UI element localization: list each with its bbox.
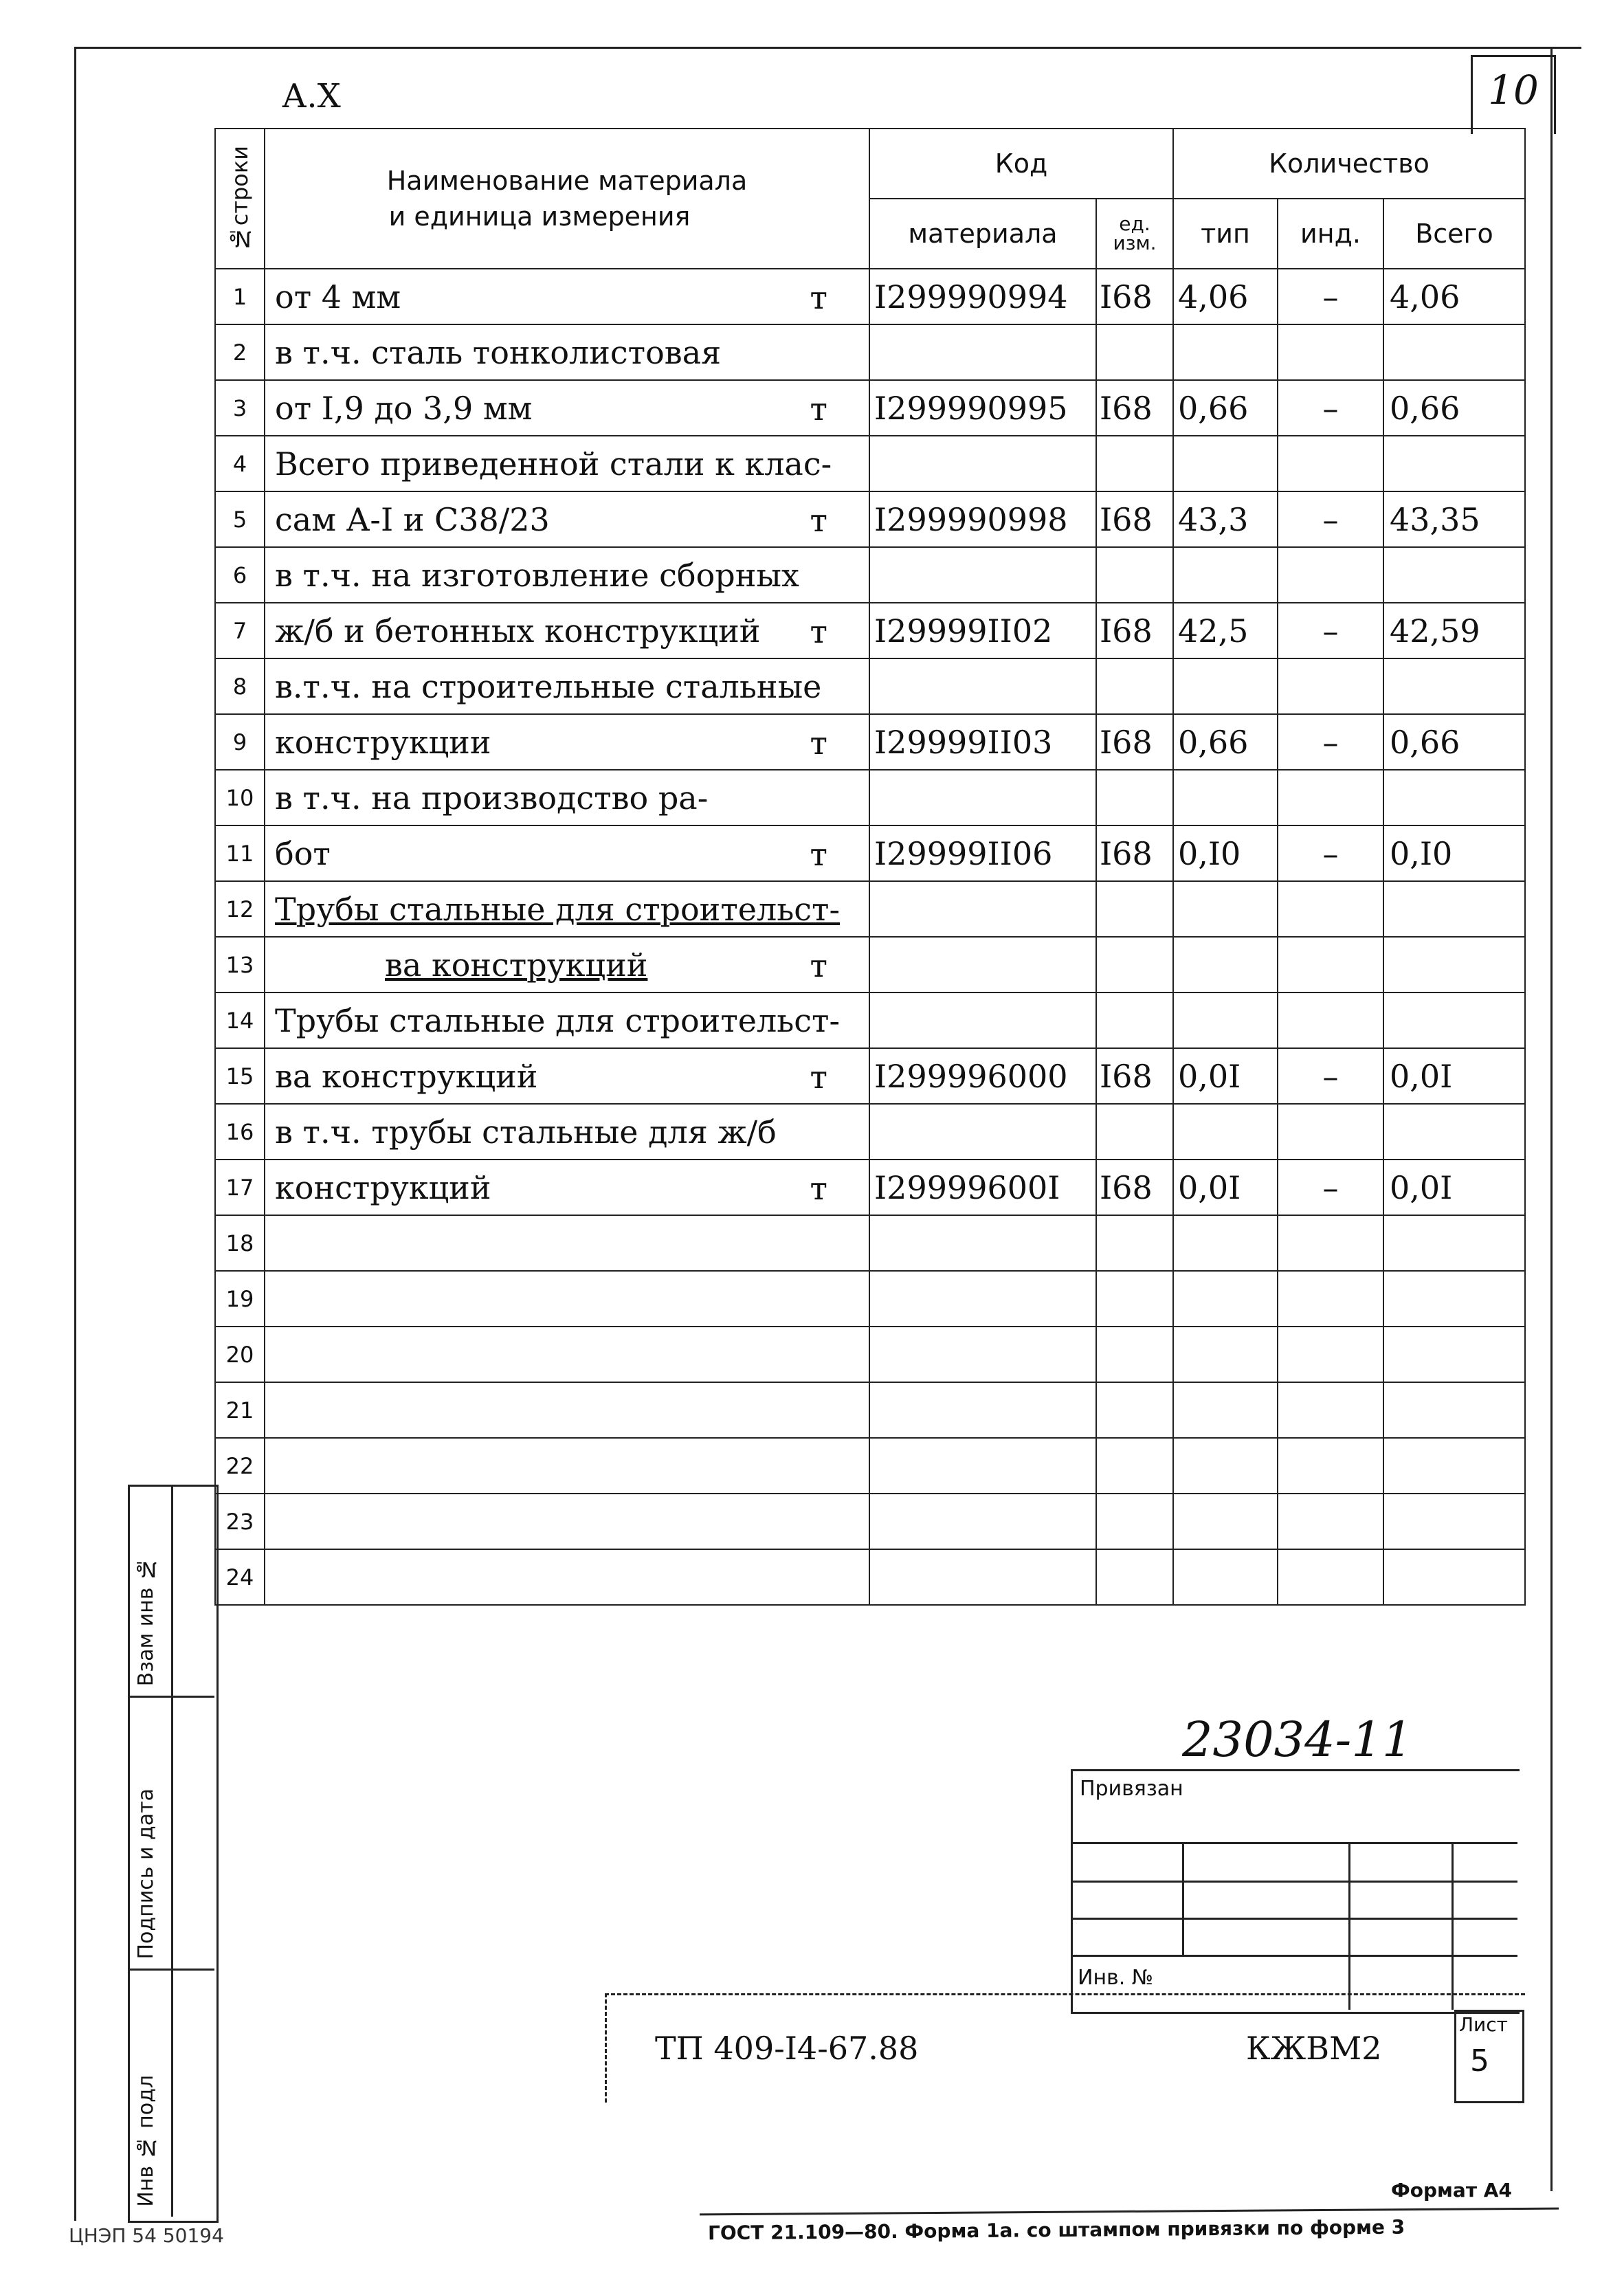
privyazan-label: Привязан [1080, 1777, 1183, 1801]
quantity-tip: 0,I0 [1173, 825, 1278, 881]
material-unit: т [810, 947, 827, 984]
quantity-tip [1173, 1494, 1278, 1549]
table-row [215, 1382, 1525, 1438]
material-name-text: Трубы стальные для строительст- [275, 1001, 841, 1039]
quantity-ind: – [1278, 714, 1383, 770]
material-name [265, 825, 869, 881]
format-label: Формат А4 [1391, 2179, 1512, 2202]
quantity-ind [1278, 1438, 1383, 1494]
material-name [265, 1327, 869, 1382]
quantity-ind [1278, 1104, 1383, 1160]
quantity-ind [1278, 1549, 1383, 1605]
privyazan-line [1071, 1955, 1517, 1957]
unit-code [1096, 1215, 1173, 1271]
quantity-ind [1278, 881, 1383, 937]
quantity-total [1383, 1215, 1525, 1271]
quantity-total [1383, 1104, 1525, 1160]
row-number: 2 [215, 324, 265, 380]
material-name [265, 993, 869, 1048]
material-code: I299990998 [869, 491, 1096, 547]
material-name [265, 269, 869, 324]
quantity-total: 0,0I [1383, 1160, 1525, 1215]
material-name-text: Всего приведенной стали к клас- [275, 445, 832, 483]
quantity-ind [1278, 937, 1383, 993]
material-code [869, 1494, 1096, 1549]
privyazan-line [1071, 1842, 1517, 1844]
quantity-tip [1173, 993, 1278, 1048]
gost-note: ГОСТ 21.109—80. Форма 1а. со штампом привязки по форме 3 [707, 2215, 1405, 2245]
quantity-tip: 4,06 [1173, 269, 1278, 324]
material-name [265, 547, 869, 603]
unit-code [1096, 1104, 1173, 1160]
quantity-tip [1173, 1438, 1278, 1494]
side-label-inv: Инв № подл [134, 2075, 158, 2207]
privyazan-line [1071, 1881, 1517, 1883]
table-row [215, 1327, 1525, 1382]
table-row [215, 881, 1525, 937]
table-row [215, 993, 1525, 1048]
quantity-total [1383, 770, 1525, 825]
unit-code [1096, 547, 1173, 603]
material-unit: т [810, 1170, 827, 1207]
quantity-ind [1278, 1271, 1383, 1327]
material-code [869, 993, 1096, 1048]
row-number: 19 [215, 1271, 265, 1327]
row-number: 4 [215, 436, 265, 491]
material-code [869, 1215, 1096, 1271]
table-row [215, 436, 1525, 491]
table-row [215, 770, 1525, 825]
privyazan-vline [1182, 1842, 1184, 1955]
side-cell-podpis [130, 1698, 214, 1971]
material-name-text: в.т.ч. на строительные стальные [275, 667, 822, 705]
quantity-ind: – [1278, 269, 1383, 324]
row-number: 7 [215, 603, 265, 658]
material-code: I29999II02 [869, 603, 1096, 658]
row-number: 23 [215, 1494, 265, 1549]
material-name [265, 937, 869, 993]
quantity-ind: – [1278, 1160, 1383, 1215]
material-code [869, 1549, 1096, 1605]
quantity-tip: 42,5 [1173, 603, 1278, 658]
unit-code [1096, 770, 1173, 825]
quantity-tip [1173, 1327, 1278, 1382]
side-cell-inv [130, 1971, 214, 2217]
quantity-tip: 43,3 [1173, 491, 1278, 547]
row-number: 1 [215, 269, 265, 324]
unit-code [1096, 1438, 1173, 1494]
material-name-text: в т.ч. сталь тонколистовая [275, 333, 722, 371]
handwritten-number: 23034-11 [1182, 1711, 1413, 1768]
material-name [265, 1549, 869, 1605]
quantity-total: 4,06 [1383, 269, 1525, 324]
table-row [215, 324, 1525, 380]
row-number: 17 [215, 1160, 265, 1215]
quantity-ind [1278, 436, 1383, 491]
material-name-text: сам А-I и С38/23 [275, 500, 550, 538]
material-code: I29999II06 [869, 825, 1096, 881]
quantity-total [1383, 1327, 1525, 1382]
list-box [1454, 2010, 1524, 2103]
material-code [869, 770, 1096, 825]
material-unit: т [810, 836, 827, 873]
row-number: 12 [215, 881, 265, 937]
material-code [869, 436, 1096, 491]
quantity-tip [1173, 1549, 1278, 1605]
table-row [215, 1549, 1525, 1605]
material-unit: т [810, 1058, 827, 1096]
quantity-ind [1278, 1327, 1383, 1382]
material-name-text: в т.ч. на производство ра- [275, 779, 709, 817]
quantity-ind: – [1278, 1048, 1383, 1104]
material-name [265, 491, 869, 547]
row-number: 14 [215, 993, 265, 1048]
material-unit: т [810, 390, 827, 428]
row-number: 18 [215, 1215, 265, 1271]
row-number: 6 [215, 547, 265, 603]
material-name-text: ва конструкций [275, 1057, 538, 1095]
quantity-total [1383, 1494, 1525, 1549]
quantity-tip: 0,0I [1173, 1048, 1278, 1104]
row-number: 9 [215, 714, 265, 770]
quantity-tip [1173, 881, 1278, 937]
unit-code [1096, 1549, 1173, 1605]
quantity-total [1383, 1382, 1525, 1438]
quantity-tip [1173, 1215, 1278, 1271]
material-code: I299990995 [869, 380, 1096, 436]
table-row [215, 825, 1525, 881]
table-row [215, 714, 1525, 770]
material-name [265, 1104, 869, 1160]
material-name-text: в т.ч. трубы стальные для ж/б [275, 1113, 777, 1151]
material-code: I299996000 [869, 1048, 1096, 1104]
material-name [265, 380, 869, 436]
unit-code [1096, 993, 1173, 1048]
material-code: I299990994 [869, 269, 1096, 324]
row-number: 8 [215, 658, 265, 714]
row-number: 24 [215, 1549, 265, 1605]
table-row [215, 269, 1525, 324]
side-label-podpis: Подпись и дата [134, 1788, 158, 1959]
quantity-ind [1278, 547, 1383, 603]
unit-code [1096, 1327, 1173, 1382]
quantity-ind [1278, 1494, 1383, 1549]
name-header: Наименование материала и единица измерения [265, 129, 869, 269]
row-number: 3 [215, 380, 265, 436]
table-row [215, 1048, 1525, 1104]
material-name-text: от I,9 до 3,9 мм [275, 389, 533, 427]
quantity-total [1383, 1438, 1525, 1494]
quantity-ind [1278, 770, 1383, 825]
quantity-ind [1278, 658, 1383, 714]
material-code [869, 881, 1096, 937]
material-name-text: конструкций [275, 1168, 491, 1206]
material-code [869, 547, 1096, 603]
side-label-vzam: Взам инв № [134, 1556, 158, 1686]
rows-header: №строки [215, 129, 265, 269]
material-code [869, 324, 1096, 380]
quantity-tip: 0,0I [1173, 1160, 1278, 1215]
material-code: I29999II03 [869, 714, 1096, 770]
row-number: 11 [215, 825, 265, 881]
material-name-text: конструкции [275, 723, 491, 761]
quantity-tip [1173, 547, 1278, 603]
material-name-text: в т.ч. на изготовление сборных [275, 556, 799, 594]
material-name [265, 1215, 869, 1271]
sheet-number-box [1471, 55, 1556, 134]
quantity-ind: – [1278, 380, 1383, 436]
material-code [869, 1438, 1096, 1494]
quantity-tip: 0,66 [1173, 380, 1278, 436]
title-stamp [605, 1993, 1525, 2103]
table-row [215, 491, 1525, 547]
unit-code: I68 [1096, 380, 1173, 436]
quantity-header: Количество [1173, 129, 1525, 199]
material-name [265, 324, 869, 380]
quantity-total: 42,59 [1383, 603, 1525, 658]
quantity-ind: – [1278, 825, 1383, 881]
quantity-tip [1173, 436, 1278, 491]
material-unit: т [810, 279, 827, 316]
material-name-text: от 4 мм [275, 278, 401, 315]
material-code [869, 1271, 1096, 1327]
quantity-total [1383, 436, 1525, 491]
row-number: 5 [215, 491, 265, 547]
unit-code [1096, 1494, 1173, 1549]
material-name [265, 436, 869, 491]
material-name [265, 1438, 869, 1494]
quantity-total [1383, 1271, 1525, 1327]
material-code: I29999600I [869, 1160, 1096, 1215]
quantity-total: 43,35 [1383, 491, 1525, 547]
material-code [869, 937, 1096, 993]
quantity-total [1383, 658, 1525, 714]
quantity-tip: 0,66 [1173, 714, 1278, 770]
unit-code: I68 [1096, 491, 1173, 547]
code-header: Код [869, 129, 1173, 199]
quantity-tip [1173, 658, 1278, 714]
footer-left-code: ЦНЭП 54 50194 [69, 2224, 224, 2247]
table-row [215, 547, 1525, 603]
material-name [265, 881, 869, 937]
unit-code: I68 [1096, 603, 1173, 658]
material-name [265, 714, 869, 770]
quantity-ind: – [1278, 603, 1383, 658]
quantity-ind [1278, 1215, 1383, 1271]
unit-subheader: ед. изм. [1096, 199, 1173, 269]
material-unit: т [810, 613, 827, 650]
top-code: А.Х [282, 77, 341, 115]
table-row [215, 1160, 1525, 1215]
all-subheader: Всего [1383, 199, 1525, 269]
unit-code: I68 [1096, 825, 1173, 881]
quantity-total [1383, 881, 1525, 937]
table-row [215, 380, 1525, 436]
unit-code [1096, 937, 1173, 993]
material-name [265, 770, 869, 825]
quantity-total: 0,I0 [1383, 825, 1525, 881]
material-code [869, 658, 1096, 714]
material-name [265, 1160, 869, 1215]
list-value: 5 [1470, 2043, 1489, 2078]
material-name [265, 1494, 869, 1549]
quantity-total: 0,0I [1383, 1048, 1525, 1104]
table-row [215, 937, 1525, 993]
privyazan-vline [1451, 1842, 1454, 2010]
unit-code: I68 [1096, 1048, 1173, 1104]
inv-label: Инв. № [1078, 1966, 1154, 1990]
table-body [215, 269, 1525, 1605]
frame-right-line [1550, 47, 1553, 2191]
quantity-total [1383, 547, 1525, 603]
quantity-ind [1278, 993, 1383, 1048]
quantity-total [1383, 993, 1525, 1048]
material-code [869, 1382, 1096, 1438]
material-name-text: ва конструкций [385, 946, 648, 984]
quantity-tip [1173, 770, 1278, 825]
document-code: ТП 409-I4-67.88 [655, 2030, 919, 2067]
side-cell-vzam [130, 1487, 214, 1698]
material-code [869, 1327, 1096, 1382]
material-name-text: Трубы стальные для строительст- [275, 890, 841, 928]
quantity-total [1383, 937, 1525, 993]
material-unit: т [810, 724, 827, 762]
material-name [265, 1048, 869, 1104]
table-row [215, 1494, 1525, 1549]
row-number: 22 [215, 1438, 265, 1494]
list-label: Лист [1459, 2013, 1508, 2036]
row-number: 13 [215, 937, 265, 993]
material-subheader: материала [869, 199, 1096, 269]
quantity-total [1383, 324, 1525, 380]
unit-code [1096, 436, 1173, 491]
quantity-tip [1173, 1271, 1278, 1327]
unit-code: I68 [1096, 269, 1173, 324]
quantity-total: 0,66 [1383, 714, 1525, 770]
material-name [265, 603, 869, 658]
unit-code [1096, 324, 1173, 380]
material-unit: т [810, 502, 827, 539]
sheet-number: 10 [1488, 67, 1539, 113]
material-name [265, 1271, 869, 1327]
material-code [869, 1104, 1096, 1160]
privyazan-line [1071, 1918, 1517, 1920]
table-row [215, 1438, 1525, 1494]
row-number: 21 [215, 1382, 265, 1438]
unit-code [1096, 881, 1173, 937]
table-row [215, 1215, 1525, 1271]
quantity-tip [1173, 937, 1278, 993]
row-number: 20 [215, 1327, 265, 1382]
document-mark: КЖВМ2 [1246, 2030, 1382, 2067]
quantity-ind [1278, 1382, 1383, 1438]
materials-table [214, 128, 1526, 1606]
quantity-tip [1173, 1382, 1278, 1438]
quantity-ind [1278, 324, 1383, 380]
material-name-text: ж/б и бетонных конструкций [275, 612, 761, 650]
table-row [215, 603, 1525, 658]
unit-code: I68 [1096, 1160, 1173, 1215]
table-row [215, 1271, 1525, 1327]
quantity-tip [1173, 324, 1278, 380]
material-name [265, 658, 869, 714]
quantity-ind: – [1278, 491, 1383, 547]
unit-code [1096, 1382, 1173, 1438]
quantity-total [1383, 1549, 1525, 1605]
side-stamp-strip [128, 1485, 219, 2223]
unit-code [1096, 658, 1173, 714]
unit-code [1096, 1271, 1173, 1327]
table-row [215, 658, 1525, 714]
quantity-total: 0,66 [1383, 380, 1525, 436]
ind-subheader: инд. [1278, 199, 1383, 269]
material-name [265, 1382, 869, 1438]
unit-code: I68 [1096, 714, 1173, 770]
row-number: 16 [215, 1104, 265, 1160]
quantity-tip [1173, 1104, 1278, 1160]
row-number: 10 [215, 770, 265, 825]
privyazan-vline [1348, 1842, 1350, 2010]
table-row [215, 1104, 1525, 1160]
material-name-text: бот [275, 834, 331, 872]
row-number: 15 [215, 1048, 265, 1104]
tip-subheader: тип [1173, 199, 1278, 269]
